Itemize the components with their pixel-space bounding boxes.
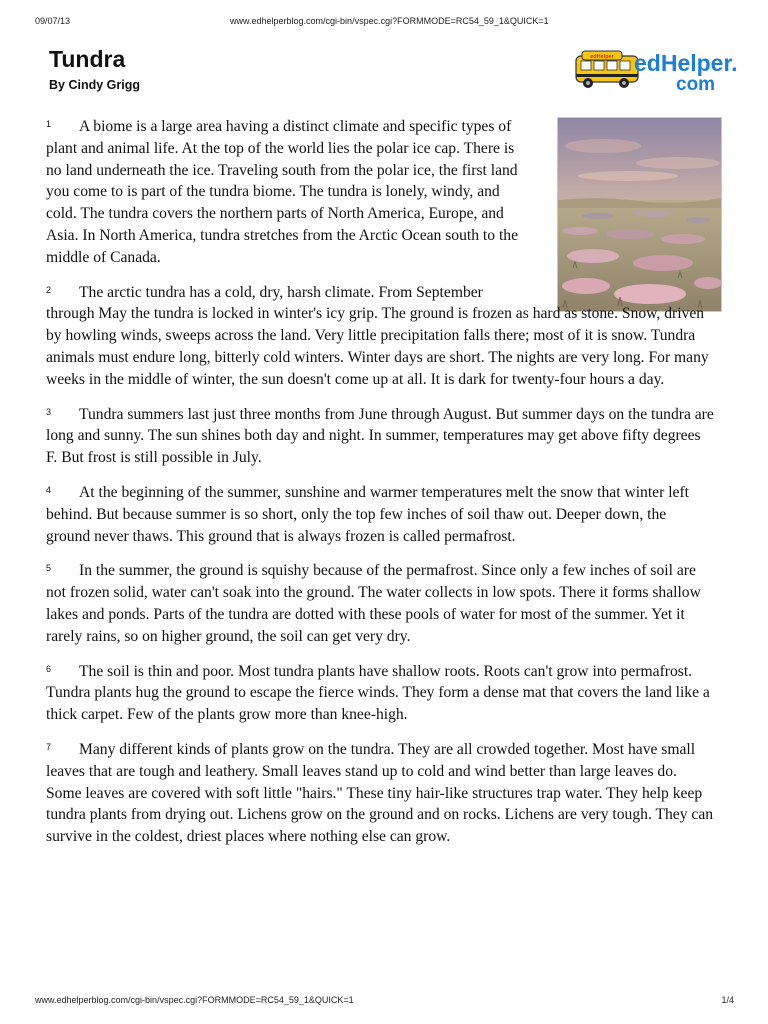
paragraph-number: 7 bbox=[46, 741, 52, 752]
print-header bbox=[0, 16, 768, 30]
paragraph-text: A biome is a large area having a distinct climate and specific types of plant and animal life. At the top of the world lies the polar ice cap. There is no land underneath the ice. Traveling south from the polar ice, the first land you come to is part of the tundra biome. The tundra is lonely, windy, and cold. The tundra covers the northern parts of North America, Europe, and Asia. In North America, tundra stretches from the Arctic Ocean south to the middle of Canada. bbox=[46, 118, 518, 266]
paragraph-number: 5 bbox=[46, 563, 52, 574]
paragraph-text: In the summer, the ground is squishy because of the permafrost. Since only a few inches of soil are not frozen solid, water can't soak into the ground. The water collects in low spots. There it forms shallow lakes and ponds. Parts of the tundra are dotted with these pools of water for most of the summer. Yet it rarely rains, so on higher ground, the soil can get very dry. bbox=[46, 562, 701, 645]
paragraph-number: 4 bbox=[46, 484, 52, 495]
image-float-spacer bbox=[526, 114, 714, 292]
paragraph-number: 3 bbox=[46, 406, 52, 417]
paragraph-number: 1 bbox=[46, 119, 52, 129]
paragraph-text: The arctic tundra has a cold, dry, harsh climate. From September through May the tundra is locked in winter's icy grip. The ground is frozen as hard as stone. Snow, driven by howling winds, sweeps across the land. Very little precipitation falls there; most of it is snow. Tundra animals must endure long, bitterly cold winters. Winter days are short. The nights are very long. For many weeks in the middle of winter, the sun doesn't come up at all. It is dark for twenty-four hours a day. bbox=[46, 283, 709, 388]
paragraph-6 bbox=[46, 659, 714, 726]
edhelper-logo bbox=[572, 42, 738, 95]
paragraph-text: At the beginning of the summer, sunshine and warmer temperatures melt the snow that winter left behind. But because summer is so short, only the top few inches of soil thaw out. Deeper down, the ground never thaws. This ground that is always frozen is called permafrost. bbox=[46, 483, 689, 545]
paragraph-text: Many different kinds of plants grow on the tundra. They are all crowded together. Most have small leaves that are tough and leathery. Small leaves stand up to cold and wind better than large leaves do. Some leaves are covered with soft little "hairs." These tiny hair-like structures trap water. They help keep tundra plants from drying out. Lichens grow on the ground and on rocks. Lichens are very tough. They can survive in the coldest, driest places where nothing else can grow. bbox=[46, 740, 714, 846]
bus-sign-text: edHelper bbox=[590, 54, 614, 60]
logo-text-com: com bbox=[676, 74, 716, 95]
paragraph-text: The soil is thin and poor. Most tundra plants have shallow roots. Roots can't grow into permafrost. Tundra plants hug the ground to escape the fierce winds. They form a dense mat that covers the land like a thick carpet. Few of the plants grow more than knee-high. bbox=[46, 662, 710, 724]
paragraph-7 bbox=[46, 737, 714, 848]
footer-url: www.edhelperblog.com/cgi-bin/vspec.cgi?FORMMODE=RC54_59_1&QUICK=1 bbox=[35, 995, 354, 1005]
paragraph-4 bbox=[46, 480, 714, 547]
paragraph-number: 6 bbox=[46, 663, 52, 674]
logo-text-main: edHelper. bbox=[634, 50, 738, 76]
paragraph-text: Tundra summers last just three months from June through August. But summer days on the tundra are long and sunny. The sun shines both day and night. In summer, temperatures may get above fifty degrees F. But frost is still possible in July. bbox=[46, 405, 714, 467]
paragraph-number: 2 bbox=[46, 284, 52, 295]
page-title: Tundra bbox=[49, 46, 126, 72]
paragraph-3 bbox=[46, 402, 714, 469]
print-footer bbox=[0, 995, 768, 1007]
article-body bbox=[46, 114, 714, 859]
paragraph-2 bbox=[46, 280, 714, 391]
paragraph-5 bbox=[46, 558, 714, 647]
page-number: 1/4 bbox=[721, 995, 734, 1005]
print-date: 09/07/13 bbox=[35, 16, 71, 26]
author-byline: By Cindy Grigg bbox=[49, 78, 140, 92]
print-url: www.edhelperblog.com/cgi-bin/vspec.cgi?FORMMODE=RC54_59_1&QUICK=1 bbox=[230, 16, 549, 26]
